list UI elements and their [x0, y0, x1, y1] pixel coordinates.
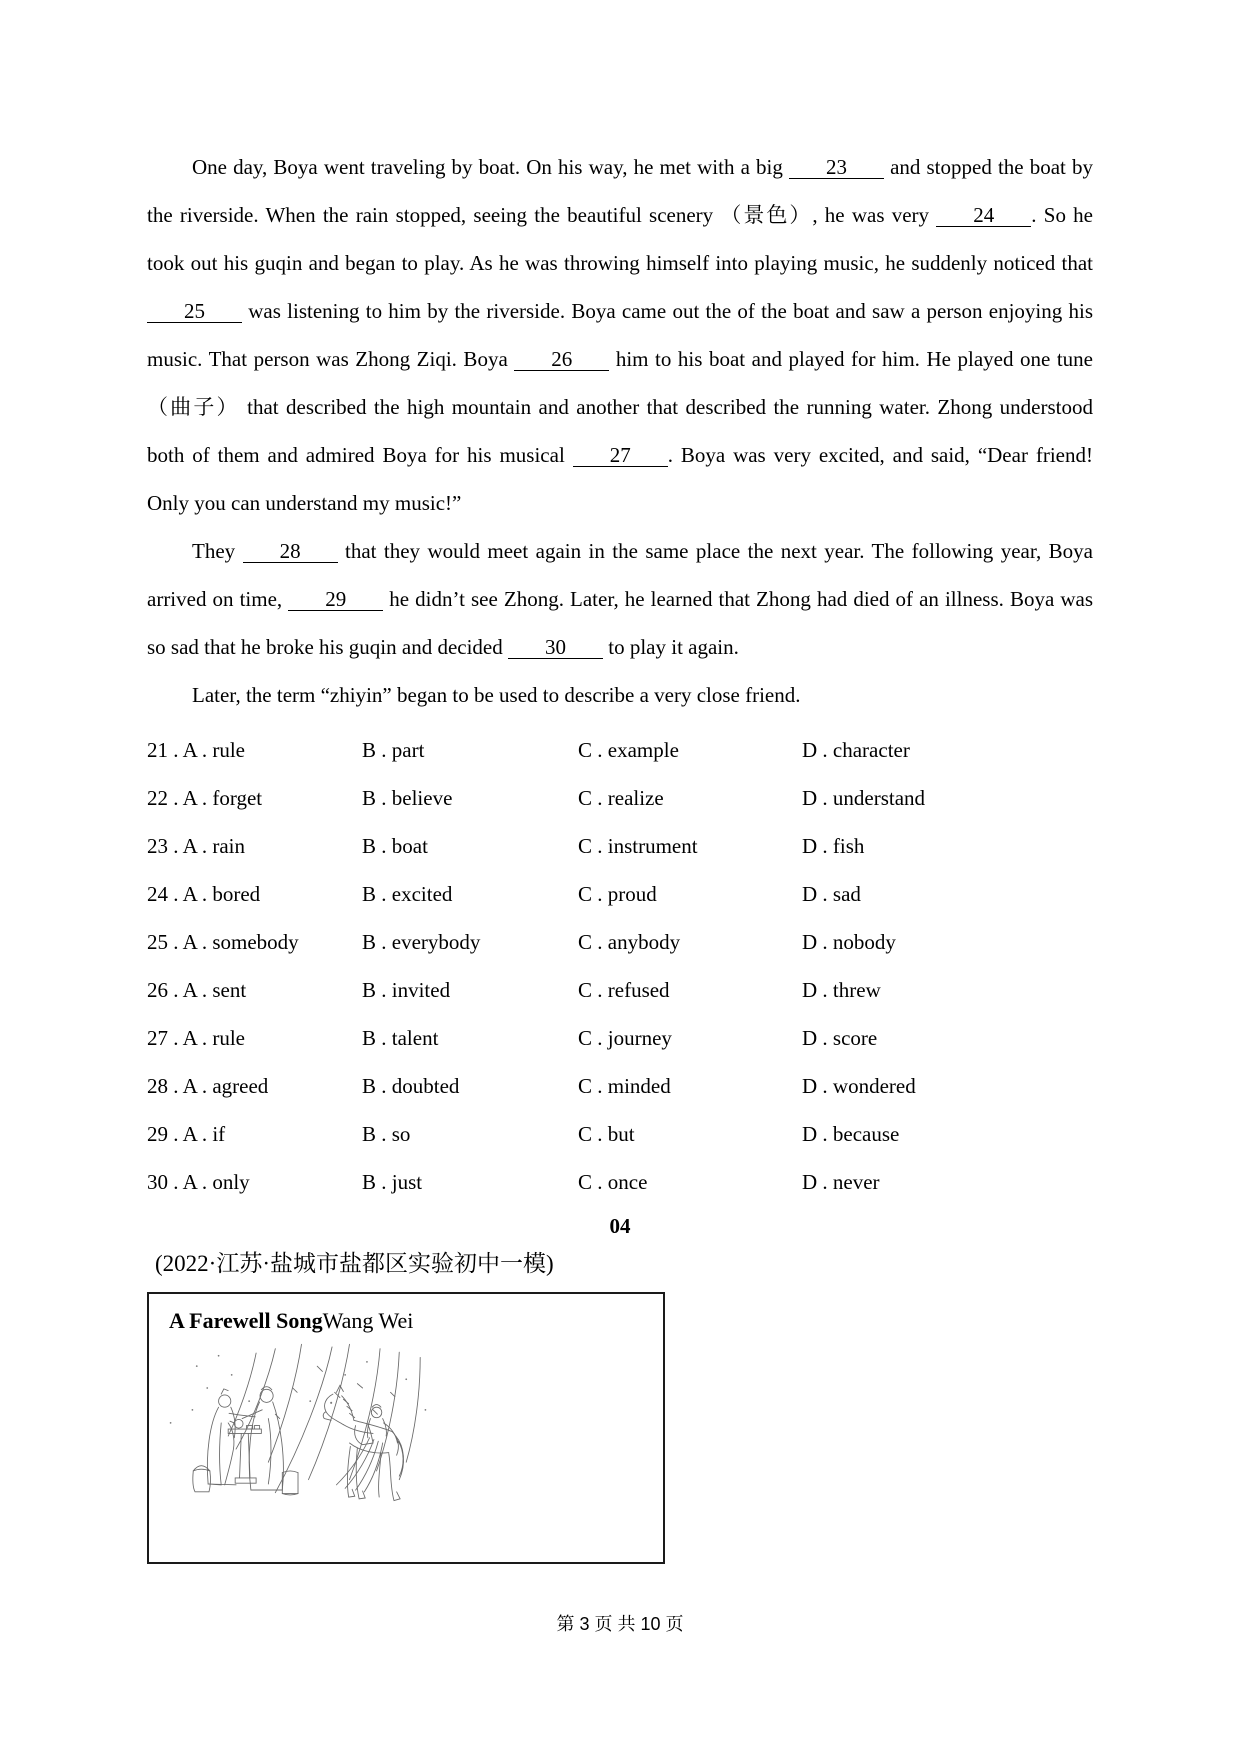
option-row — [147, 1014, 1093, 1062]
cloze-blank-26: 26 — [514, 348, 609, 371]
option-cell: D . because — [802, 1122, 900, 1146]
option-cell: 28 . A . agreed — [147, 1074, 269, 1098]
option-cell: D . never — [802, 1170, 880, 1194]
option-row — [147, 726, 1093, 774]
option-cell: D . understand — [802, 786, 926, 810]
option-cell: B . part — [362, 738, 425, 762]
option-cell: B . just — [362, 1170, 423, 1194]
option-cell: B . so — [362, 1122, 411, 1146]
options-table — [147, 726, 1093, 1206]
option-row — [147, 1158, 1093, 1206]
option-cell: 21 . A . rule — [147, 738, 245, 762]
passage-paragraph — [147, 143, 1093, 527]
option-cell: 24 . A . bored — [147, 882, 261, 906]
option-cell: D . threw — [802, 978, 881, 1002]
passage-text: and stopped the boat by the riverside. When the rain stopped, seeing the beautiful scenery （景色）, he was very — [147, 155, 1093, 227]
poem-author: Wang Wei — [322, 1308, 414, 1333]
option-cell: C . anybody — [578, 930, 681, 954]
passage-text: . So he took out his guqin and began to play. As he was throwing himself into playing music, he suddenly noticed that — [147, 203, 1093, 275]
option-cell: 25 . A . somebody — [147, 930, 299, 954]
passage-paragraph — [147, 671, 1093, 719]
cloze-blank-30: 30 — [508, 636, 603, 659]
option-cell: 22 . A . forget — [147, 786, 263, 810]
cloze-blank-28: 28 — [243, 540, 338, 563]
passage-text: him to his boat and played for him. He played one tune （曲子） that described the high mountain and another that described the running water. Zhong understood both of them and admired Boya for his musical — [147, 347, 1093, 467]
cloze-blank-24: 24 — [936, 204, 1031, 227]
option-cell: D . nobody — [802, 930, 896, 954]
cloze-blank-25: 25 — [147, 300, 242, 323]
option-cell: B . doubted — [362, 1074, 460, 1098]
farewell-illustration-icon — [169, 1340, 434, 1532]
option-cell: C . instrument — [578, 834, 698, 858]
passage-text: One day, Boya went traveling by boat. On his way, he met with a big — [192, 155, 789, 179]
option-cell: C . refused — [578, 978, 670, 1002]
option-row — [147, 1062, 1093, 1110]
passage-text: . Boya was very excited, and said, “Dear friend! Only you can understand my music!” — [147, 443, 1093, 515]
passage-text: Later, the term “zhiyin” began to be used to describe a very close friend. — [192, 683, 801, 707]
source-citation: (2022·江苏·盐城市盐都区实验初中一模) — [155, 1251, 554, 1276]
option-cell: B . boat — [362, 834, 428, 858]
option-cell: C . once — [578, 1170, 648, 1194]
page-footer: 第 3 页 共 10 页 — [556, 1614, 684, 1634]
option-cell: B . believe — [362, 786, 453, 810]
passage-text: to play it again. — [603, 635, 739, 659]
passage-text: was listening to him by the riverside. Boya came out the of the boat and saw a person enjoying his music. That person was Zhong Ziqi. Boya — [147, 299, 1093, 371]
option-row — [147, 774, 1093, 822]
option-cell: C . example — [578, 738, 679, 762]
option-cell: 27 . A . rule — [147, 1026, 245, 1050]
option-row — [147, 1110, 1093, 1158]
passage-text: They — [192, 539, 243, 563]
section-heading: 04 — [609, 1214, 631, 1238]
option-cell: C . minded — [578, 1074, 671, 1098]
option-row — [147, 966, 1093, 1014]
option-cell: B . invited — [362, 978, 451, 1002]
cloze-blank-29: 29 — [288, 588, 383, 611]
option-cell: D . sad — [802, 882, 861, 906]
poem-title-line — [169, 1306, 663, 1336]
option-cell: D . wondered — [802, 1074, 916, 1098]
option-cell: B . excited — [362, 882, 453, 906]
poem-box — [147, 1292, 665, 1564]
option-cell: 23 . A . rain — [147, 834, 245, 858]
passage-text: he didn’t see Zhong. Later, he learned that Zhong had died of an illness. Boya was so sad that he broke his guqin and decided — [147, 587, 1093, 659]
option-cell: B . everybody — [362, 930, 481, 954]
passage-paragraph — [147, 527, 1093, 671]
option-cell: D . score — [802, 1026, 878, 1050]
option-cell: D . character — [802, 738, 910, 762]
option-cell: 29 . A . if — [147, 1122, 226, 1146]
option-cell: B . talent — [362, 1026, 439, 1050]
option-cell: C . proud — [578, 882, 657, 906]
cloze-passage — [147, 143, 1093, 719]
option-row — [147, 822, 1093, 870]
option-cell: D . fish — [802, 834, 865, 858]
option-cell: 26 . A . sent — [147, 978, 247, 1002]
poem-title: A Farewell Song — [169, 1308, 323, 1333]
option-cell: C . but — [578, 1122, 635, 1146]
option-row — [147, 918, 1093, 966]
option-row — [147, 870, 1093, 918]
cloze-blank-27: 27 — [573, 444, 668, 467]
option-cell: C . realize — [578, 786, 664, 810]
option-cell: 30 . A . only — [147, 1170, 250, 1194]
option-cell: C . journey — [578, 1026, 672, 1050]
cloze-blank-23: 23 — [789, 156, 884, 179]
passage-text: that they would meet again in the same place the next year. The following year, Boya arrived on time, — [147, 539, 1093, 611]
